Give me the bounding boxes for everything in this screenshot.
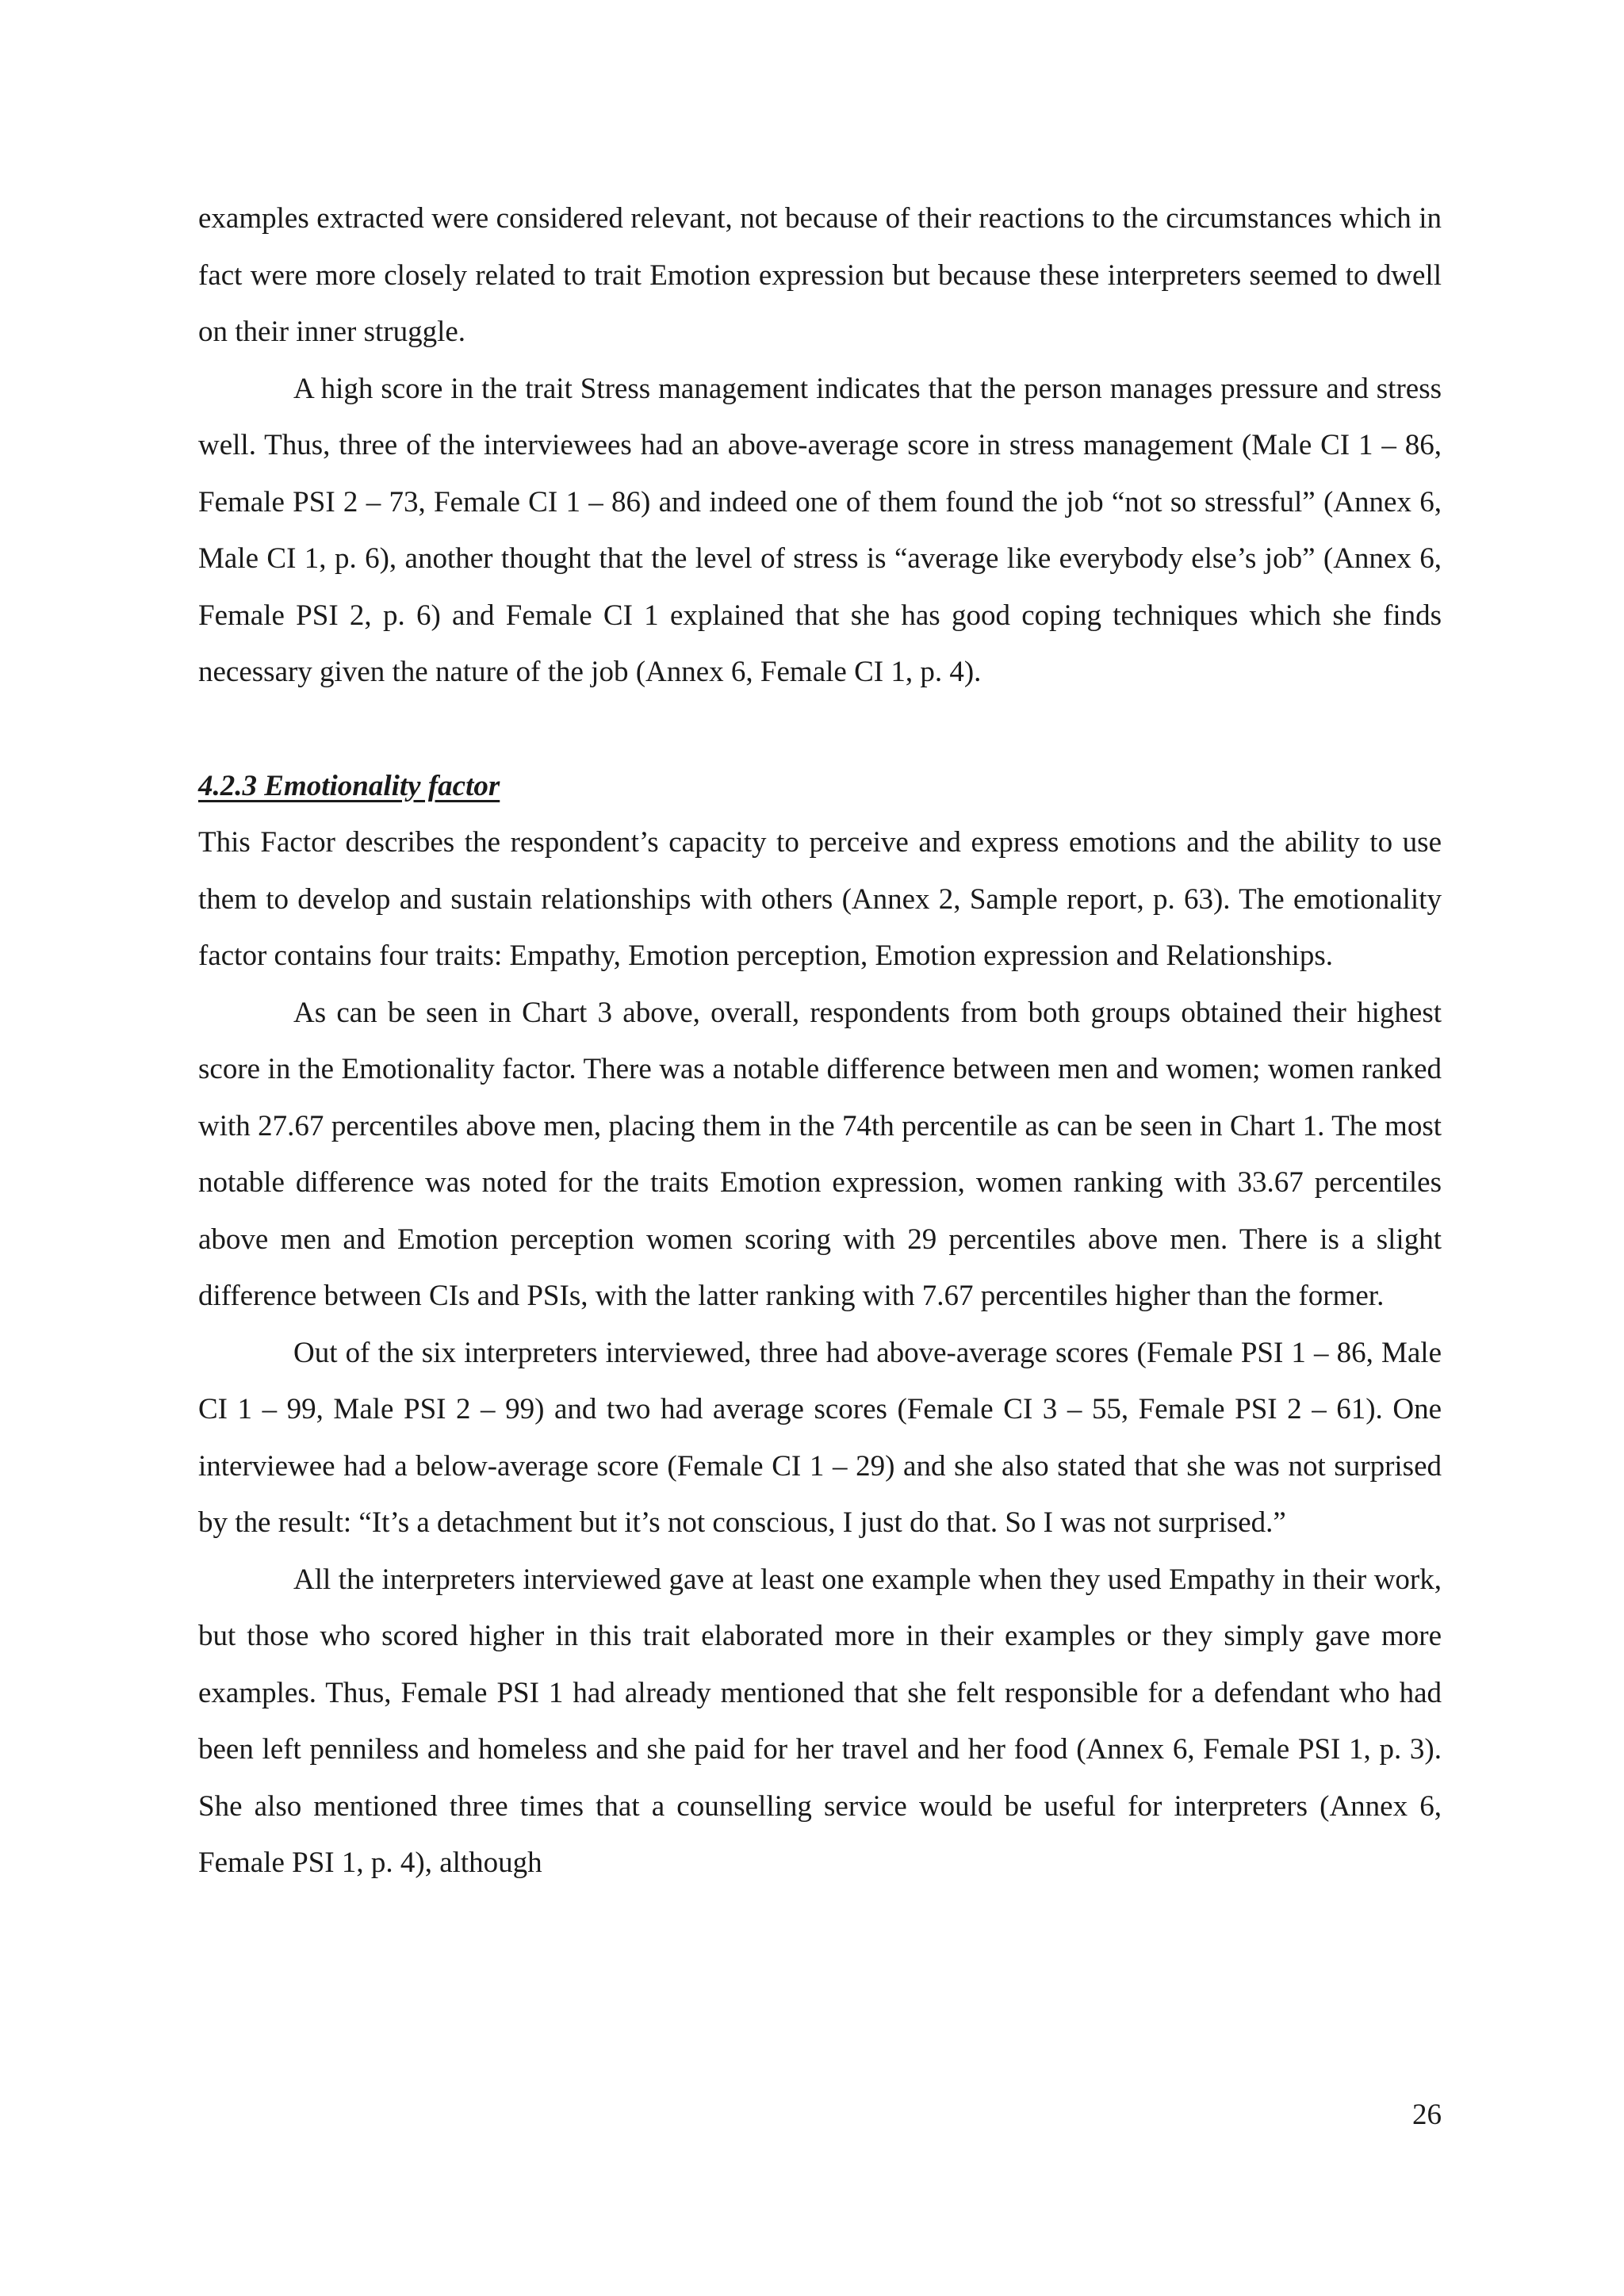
paragraph-continuation: examples extracted were considered relevant, not because of their reactions to the circumstances which in fact were more closely related to trait Emotion expression but because these interpreters seemed to dwell on their inner struggle.	[198, 202, 1442, 348]
page-body	[198, 190, 1442, 1892]
page-number: 26	[1412, 2099, 1442, 2131]
section-heading: 4.2.3 Emotionality factor	[198, 769, 500, 802]
paragraph-empathy-examples: All the interpreters interviewed gave at least one example when they used Empathy in their work, but those who scored higher in this trait elaborated more in their examples or they simply gave more examples. Thus, Female PSI 1 had already mentioned that she felt responsible for a defendant who had been left penniless and homeless and she paid for her travel and her food (Annex 6, Female PSI 1, p. 3). She also mentioned three times that a counselling service would be useful for interpreters (Annex 6, Female PSI 1, p. 4), although	[198, 1563, 1442, 1879]
paragraph-factor-description: This Factor describes the respondent’s capacity to perceive and express emotions and the ability to use them to develop and sustain relationships with others (Annex 2, Sample report, p. 63). The emotionality factor contains four traits: Empathy, Emotion perception, Emotion expression and Relationships.	[198, 826, 1442, 972]
paragraph-stress-management: A high score in the trait Stress management indicates that the person manages pressure and stress well. Thus, three of the interviewees had an above-average score in stress management (Male CI 1 – 86, Female PSI 2 – 73, Female CI 1 – 86) and indeed one of them found the job “not so stressful” (Annex 6, Male CI 1, p. 6), another thought that the level of stress is “average like everybody else’s job” (Annex 6, Female PSI 2, p. 6) and Female CI 1 explained that she has good coping techniques which she finds necessary given the nature of the job (Annex 6, Female CI 1, p. 4).	[198, 372, 1442, 688]
paragraph-chart-results: As can be seen in Chart 3 above, overall, respondents from both groups obtained their highest score in the Emotionality factor. There was a notable difference between men and women; women ranked with 27.67 percentiles above men, placing them in the 74th percentile as can be seen in Chart 1. The most notable difference was noted for the traits Emotion expression, women ranking with 33.67 percentiles above men and Emotion perception women scoring with 29 percentiles above men. There is a slight difference between CIs and PSIs, with the latter ranking with 7.67 percentiles higher than the former.	[198, 996, 1442, 1312]
paragraph-interview-scores: Out of the six interpreters interviewed, three had above-average scores (Female PSI 1 – 86, Male CI 1 – 99, Male PSI 2 – 99) and two had average scores (Female CI 3 – 55, Female PSI 2 – 61). One interviewee had a below-average score (Female CI 1 – 29) and she also stated that she was not surprised by the result: “It’s a detachment but it’s not conscious, I just do that. So I was not surprised.”	[198, 1336, 1442, 1539]
